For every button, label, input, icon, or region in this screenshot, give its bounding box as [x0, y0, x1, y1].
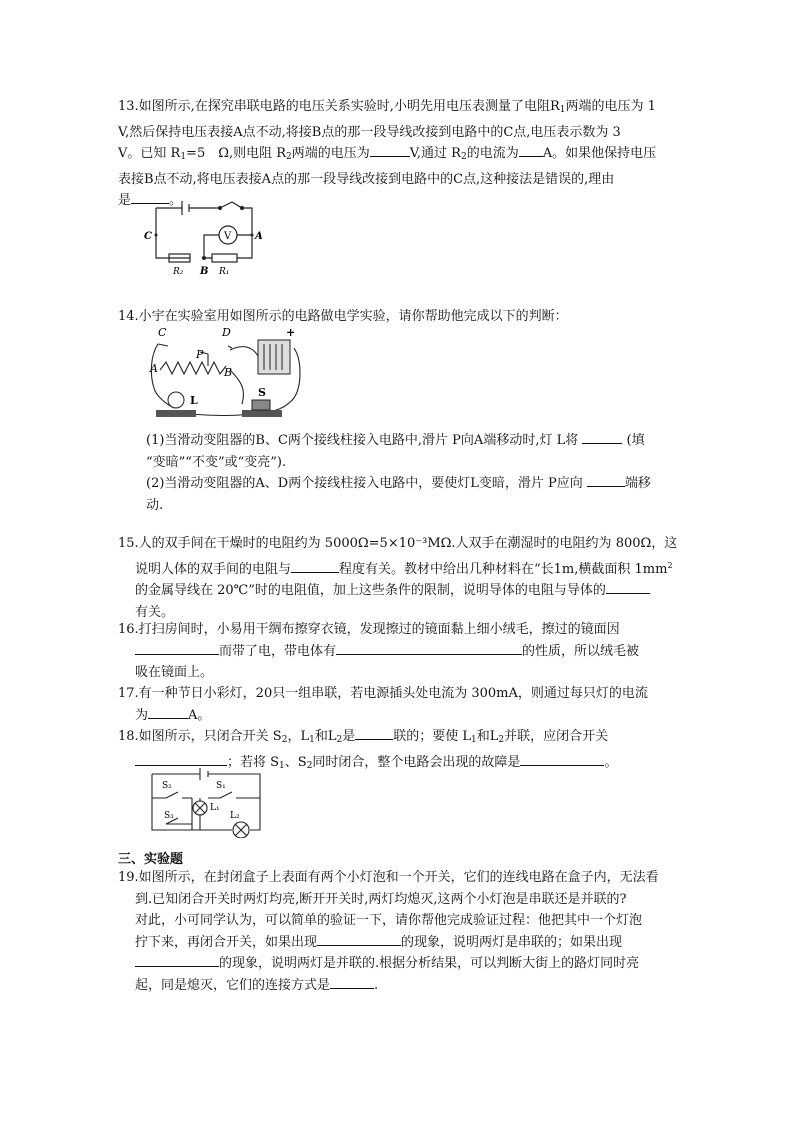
answer-blank[interactable]	[291, 559, 339, 573]
bulb	[168, 392, 184, 408]
label-D: D	[222, 326, 231, 339]
section-heading: 三、实验题	[118, 852, 184, 867]
q19-line5: 的现象，说明两灯是并联的.根据分析结果，可以判断大街上的路灯同时亮	[118, 953, 700, 975]
label-S3: S₃	[164, 811, 174, 821]
question-15	[118, 533, 700, 623]
label-S1: S₁	[216, 781, 226, 791]
q19-line3: 对此，小可同学认为，可以简单的验证一下，请你帮他完成验证过程：他把其中一个灯泡	[135, 913, 643, 928]
answer-blank[interactable]	[135, 953, 219, 967]
answer-blank[interactable]	[317, 932, 401, 946]
label-A: A	[255, 231, 263, 242]
label-R2: R₂	[173, 267, 184, 277]
label-R1: R₁	[219, 267, 230, 277]
q18-line2: ；若将 $S_1$、$S_2$同时闭合，整个电路会出现的故障是 。	[118, 752, 700, 778]
label-L: L	[190, 394, 198, 407]
answer-blank[interactable]	[336, 641, 522, 655]
label-C: C	[144, 231, 152, 242]
q15-line4: 有关。	[135, 604, 175, 620]
q15-line2: 说明人体的双手间的电阻与 程度有关。教材中给出几种材料在“长1m,横截面积 $1mm^2$	[135, 560, 673, 577]
q14-part1: (1)当滑动变阻器的B、C两个接线柱接入电路中,滑片 P向A端移动时,灯 L将 (填	[146, 430, 700, 452]
answer-blank[interactable]	[355, 726, 393, 740]
question-13	[118, 96, 700, 212]
q13-line3: V。已知 $R_1=5$ Ω,则电阻 $R_2$两端的电压为 V,通过 $R_2$的电流为 A。如果他保持电压	[118, 143, 700, 169]
q14-circuit-diagram	[146, 326, 306, 422]
q14-part1-cont: “变暗”“不变”或“变亮”).	[146, 454, 287, 470]
q13-line1: 13.如图所示,在探究串联电路的电压关系实验时,小明先用电压表测量了电阻$R_1$两端的电压为 1	[118, 99, 656, 115]
battery	[258, 340, 290, 374]
q19-line2: 到.已知闭合开关时两灯均亮,断开开关时,两灯均熄灭,这两个小灯泡是串联还是并联的?	[135, 891, 627, 907]
answer-blank[interactable]	[135, 752, 227, 766]
q13-circuit-diagram	[142, 198, 272, 280]
label-B: B	[224, 366, 233, 379]
label-A: A	[150, 362, 158, 375]
switch	[252, 400, 270, 410]
q19-line4: 拧下来，再闭合开关，如果出现 的现象，说明两灯是串联的；如果出现	[118, 932, 700, 954]
answer-blank[interactable]	[148, 705, 188, 719]
question-19	[118, 867, 700, 996]
q18-line1: 18.如图所示，只闭合开关 $S_2$，$L_1$和$L_2$是 联的；要使 $L_1$和$L_2$并联，应闭合开关	[118, 726, 700, 752]
answer-blank[interactable]	[519, 143, 543, 157]
q15-line1: 15.人的双手间在干燥时的电阻约为 5000Ω=5×10⁻³MΩ.人双手在潮湿时的电阻约为 800Ω，这	[118, 536, 678, 551]
q13-line4: 表接B点不动,将电压表接A点的那一段导线改接到电路中的C点,这种接法是错误的,理由	[118, 171, 615, 187]
answer-blank[interactable]	[520, 752, 604, 766]
q17-line2: 为 A。	[118, 705, 700, 727]
q18-circuit-diagram	[146, 766, 270, 838]
answer-blank[interactable]	[587, 473, 625, 487]
question-16	[118, 619, 700, 684]
label-V: V	[224, 231, 232, 242]
question-14-parts	[146, 430, 700, 516]
q13-line2: V,然后保持电压表接A点不动,将接B点的那一段导线改接到电路中的C点,电压表示数为 3	[118, 124, 621, 140]
label-S: S	[258, 386, 266, 399]
q19-line1: 19.如图所示，在封闭盒子上表面有两个小灯泡和一个开关，它们的连线电路在盒子内，无法看	[118, 870, 659, 885]
q14-part2-cont: 动.	[146, 497, 164, 513]
q16-line2: 而带了电，带电体有 的性质，所以绒毛被	[118, 641, 700, 663]
q17-line1: 17.有一种节日小彩灯，20只一组串联，若电源插头处电流为 300mA，则通过每只灯的电流	[118, 686, 648, 701]
q16-line1: 16.打扫房间时，小易用干绸布擦穿衣镜，发现擦过的镜面黏上细小绒毛，擦过的镜面因	[118, 622, 620, 637]
answer-blank[interactable]	[582, 430, 622, 444]
label-L1: L₁	[210, 803, 220, 813]
answer-blank[interactable]	[330, 975, 374, 989]
question-14	[118, 306, 700, 328]
q15-line3: 的金属导线在 20℃”时的电阻值，加上这些条件的限制，说明导体的电阻与导体的	[118, 580, 700, 602]
label-C: C	[158, 326, 167, 339]
label-S2: S₂	[162, 781, 172, 791]
label-P: P	[196, 348, 204, 361]
answer-blank[interactable]	[606, 580, 650, 594]
q13-line5: 是 。	[118, 190, 700, 212]
answer-blank[interactable]	[135, 641, 219, 655]
label-B: B	[200, 266, 209, 277]
q19-line6: 起，同是熄灭，它们的连接方式是 .	[118, 975, 700, 997]
q16-line3: 吸在镜面上。	[135, 665, 214, 680]
answer-blank[interactable]	[370, 143, 410, 157]
label-plus: +	[286, 326, 296, 339]
q14-stem: 14.小宇在实验室用如图所示的电路做电学实验，请你帮助他完成以下的判断：	[118, 309, 568, 324]
question-17	[118, 683, 700, 726]
label-L2: L₂	[230, 811, 240, 821]
q14-part2: (2)当滑动变阻器的A、D两个接线柱接入电路中，要使灯L变暗，滑片 P应向 端移	[146, 473, 700, 495]
